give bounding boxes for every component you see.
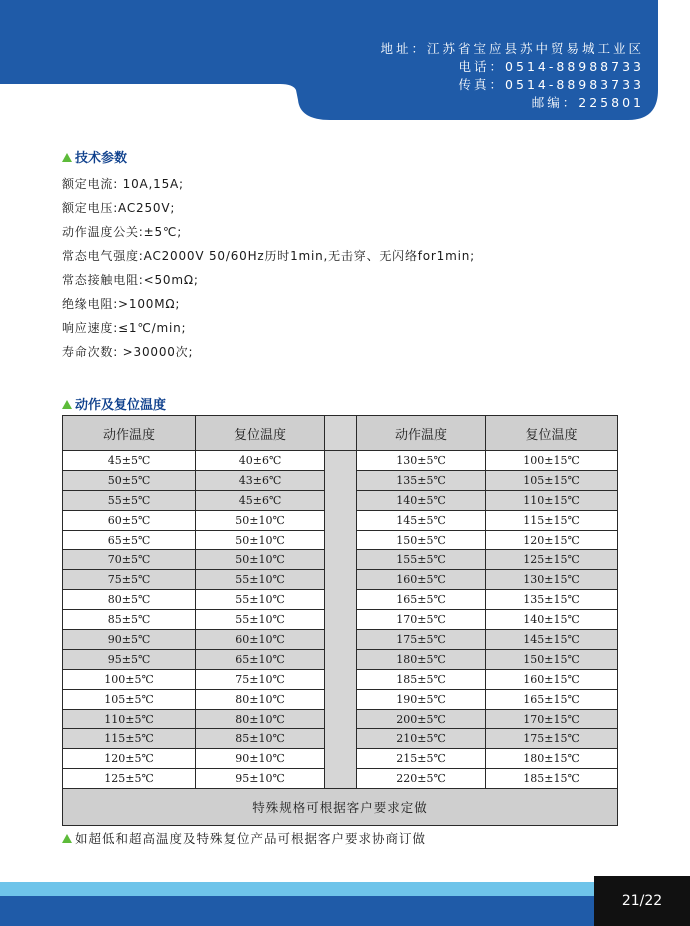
gap-cell (325, 451, 357, 471)
table-cell: 215±5℃ (357, 749, 486, 769)
table-cell: 185±15℃ (486, 769, 618, 789)
gap-cell (325, 490, 357, 510)
spec-line: 额定电压:AC250V; (62, 201, 176, 215)
gap-cell (325, 769, 357, 789)
table-row (63, 610, 618, 630)
table-row (63, 729, 618, 749)
table-cell: 170±15℃ (486, 709, 618, 729)
green-triangle-bullet-icon (62, 400, 72, 409)
green-triangle-bullet-icon (62, 153, 72, 162)
table-cell: 45±5℃ (63, 451, 196, 471)
gap-cell (325, 550, 357, 570)
gap-cell (325, 590, 357, 610)
header-banner (0, 0, 690, 126)
table-cell: 60±5℃ (63, 510, 196, 530)
table-cell: 165±15℃ (486, 689, 618, 709)
specs-title: 技术参数 (62, 147, 127, 166)
footer-light-bar (0, 882, 690, 896)
spec-line: 额定电流: 10A,15A; (62, 177, 184, 191)
table-row (63, 550, 618, 570)
table-row (63, 669, 618, 689)
fax-line: 传真：0514-88983733 (458, 77, 644, 92)
table-row (63, 470, 618, 490)
table-cell: 50±10℃ (196, 530, 325, 550)
table-note: 特殊规格可根据客户要求定做 (63, 789, 618, 826)
table-cell: 95±5℃ (63, 649, 196, 669)
spec-line: 常态电气强度:AC2000V 50/60Hz历时1min,无击穿、无闪络for1min; (62, 249, 475, 263)
table-cell: 140±5℃ (357, 490, 486, 510)
table-cell: 185±5℃ (357, 669, 486, 689)
table-cell: 75±10℃ (196, 669, 325, 689)
table-cell: 140±15℃ (486, 610, 618, 630)
table-cell: 85±10℃ (196, 729, 325, 749)
table-row (63, 530, 618, 550)
table-cell: 43±6℃ (196, 470, 325, 490)
green-triangle-bullet-icon (62, 834, 72, 843)
contact-info (380, 40, 644, 112)
gap-cell (325, 470, 357, 490)
table-cell: 50±5℃ (63, 470, 196, 490)
table-row (63, 490, 618, 510)
spec-line: 动作温度公关:±5℃; (62, 225, 183, 239)
table-cell: 75±5℃ (63, 570, 196, 590)
table-row (63, 451, 618, 471)
table-cell: 55±5℃ (63, 490, 196, 510)
address-line: 地址：江苏省宝应县苏中贸易城工业区 (380, 41, 644, 56)
table-cell: 80±10℃ (196, 709, 325, 729)
table-cell: 200±5℃ (357, 709, 486, 729)
footnote: 如超低和超高温度及特殊复位产品可根据客户要求协商订做 (62, 829, 426, 847)
table-cell: 130±15℃ (486, 570, 618, 590)
table-cell: 60±10℃ (196, 630, 325, 650)
gap-cell (325, 709, 357, 729)
table-row (63, 630, 618, 650)
table-cell: 175±5℃ (357, 630, 486, 650)
table-cell: 160±5℃ (357, 570, 486, 590)
gap-cell (325, 649, 357, 669)
table-cell: 80±10℃ (196, 689, 325, 709)
header-cell: 动作温度 (63, 416, 196, 451)
header-cell: 复位温度 (486, 416, 618, 451)
gap-cell (325, 610, 357, 630)
table-cell: 40±6℃ (196, 451, 325, 471)
footer-dark-bar (0, 896, 690, 926)
table-cell: 180±5℃ (357, 649, 486, 669)
table-cell: 130±5℃ (357, 451, 486, 471)
table-cell: 165±5℃ (357, 590, 486, 610)
table-cell: 50±10℃ (196, 550, 325, 570)
table-note-row (63, 789, 618, 826)
table-cell: 125±15℃ (486, 550, 618, 570)
table-cell: 55±10℃ (196, 590, 325, 610)
spec-line: 寿命次数: >30000次; (62, 345, 194, 359)
table-cell: 120±15℃ (486, 530, 618, 550)
table-cell: 175±15℃ (486, 729, 618, 749)
table-cell: 65±5℃ (63, 530, 196, 550)
table-cell: 150±15℃ (486, 649, 618, 669)
table-cell: 170±5℃ (357, 610, 486, 630)
table-cell: 120±5℃ (63, 749, 196, 769)
table-cell: 145±5℃ (357, 510, 486, 530)
table-cell: 155±5℃ (357, 550, 486, 570)
table-cell: 135±5℃ (357, 470, 486, 490)
table-cell: 210±5℃ (357, 729, 486, 749)
table-cell: 80±5℃ (63, 590, 196, 610)
table-row (63, 570, 618, 590)
gap-cell (325, 416, 357, 451)
table-cell: 90±10℃ (196, 749, 325, 769)
page-number: 21/22 (594, 876, 690, 926)
temperature-table (62, 415, 618, 826)
table-cell: 85±5℃ (63, 610, 196, 630)
table-cell: 90±5℃ (63, 630, 196, 650)
table-cell: 100±15℃ (486, 451, 618, 471)
table-cell: 95±10℃ (196, 769, 325, 789)
table-cell: 220±5℃ (357, 769, 486, 789)
table-cell: 115±15℃ (486, 510, 618, 530)
spec-line: 绝缘电阻:>100MΩ; (62, 297, 181, 311)
table-header-row (63, 416, 618, 451)
table-cell: 105±15℃ (486, 470, 618, 490)
table-cell: 100±5℃ (63, 669, 196, 689)
table-row (63, 689, 618, 709)
table-cell: 145±15℃ (486, 630, 618, 650)
header-cell: 动作温度 (357, 416, 486, 451)
gap-cell (325, 570, 357, 590)
table-cell: 135±15℃ (486, 590, 618, 610)
table-cell: 125±5℃ (63, 769, 196, 789)
table-row (63, 649, 618, 669)
table-cell: 105±5℃ (63, 689, 196, 709)
table-cell: 180±15℃ (486, 749, 618, 769)
specs-list (62, 172, 475, 364)
gap-cell (325, 749, 357, 769)
table-cell: 110±15℃ (486, 490, 618, 510)
gap-cell (325, 729, 357, 749)
gap-cell (325, 530, 357, 550)
postcode-line: 邮编：225801 (531, 95, 644, 110)
table-cell: 190±5℃ (357, 689, 486, 709)
table-cell: 150±5℃ (357, 530, 486, 550)
table-cell: 65±10℃ (196, 649, 325, 669)
table-cell: 70±5℃ (63, 550, 196, 570)
table-cell: 55±10℃ (196, 610, 325, 630)
table-cell: 55±10℃ (196, 570, 325, 590)
table-cell: 110±5℃ (63, 709, 196, 729)
gap-cell (325, 689, 357, 709)
table-cell: 160±15℃ (486, 669, 618, 689)
table-row (63, 709, 618, 729)
header-cell: 复位温度 (196, 416, 325, 451)
table-row (63, 769, 618, 789)
table-cell: 115±5℃ (63, 729, 196, 749)
spec-line: 响应速度:≤1℃/min; (62, 321, 187, 335)
spec-line: 常态接触电阻:<50mΩ; (62, 273, 199, 287)
phone-line: 电话：0514-88988733 (458, 59, 644, 74)
table-row (63, 510, 618, 530)
table-row (63, 749, 618, 769)
table-row (63, 590, 618, 610)
table-title: 动作及复位温度 (62, 394, 166, 413)
gap-cell (325, 510, 357, 530)
table-cell: 45±6℃ (196, 490, 325, 510)
gap-cell (325, 630, 357, 650)
gap-cell (325, 669, 357, 689)
table-cell: 50±10℃ (196, 510, 325, 530)
